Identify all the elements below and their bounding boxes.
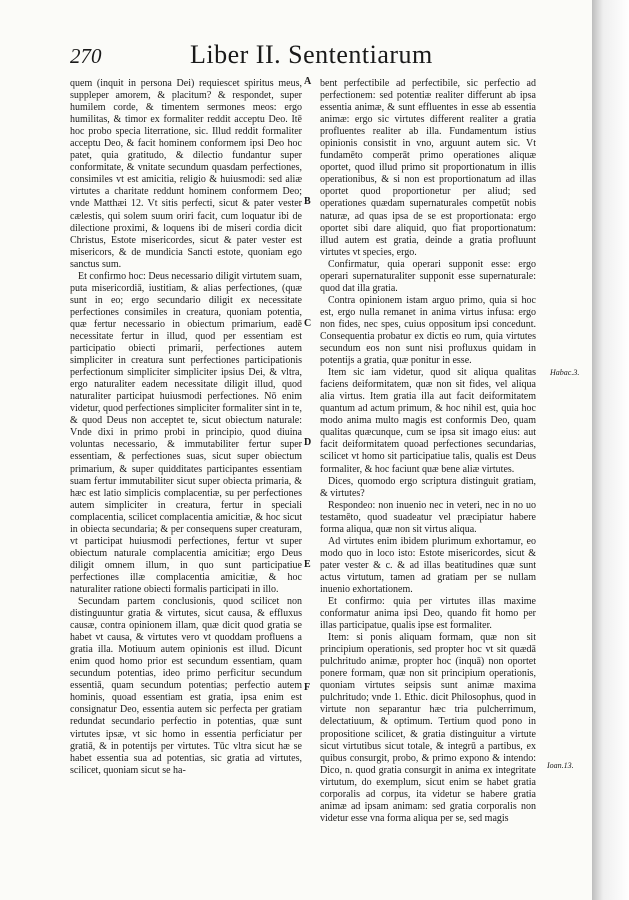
paragraph: Confirmatur, quia operari supponit esse: ergo operari supernaturaliter supponit esse supernaturale: quod dat illa gratia.	[320, 258, 536, 294]
page-number: 270	[70, 44, 102, 68]
running-title: Liber II. Sententiarum	[190, 40, 433, 69]
section-letters	[304, 0, 318, 900]
section-letter-d: D	[304, 437, 312, 448]
right-column	[320, 78, 536, 825]
adjacent-page-edge	[592, 0, 629, 900]
paragraph: Et confirmo hoc: Deus necessario diligit virtutem suam, puta misericordiā, iustitiam, & alias perfectiones, (quæ sunt in eo; ergo secundario diligit ex necessitate perfectiones consimiles in creatura, quoniam potentia, quæ fertur necessario in obiectum primarium, eadē necessitate fertur in illud, quod per essentiam est participatio obiecti primarii, perfectiones autem simpliciter in creatura sunt perfectiones participationis perfectionum simpliciter simpliciter ipsius Dei, & vltra, ergo naturaliter eadem necessitate diligit illud, quod naturaliter participat huiusmodi perfectiones. Nō enim videtur, quod perfectiones simpliciter formaliter sint in te, & quod Deus non acceptet te, sicut obiectum naturale: Vnde dixi in primo probi in principio, quod diuina voluntas necessario, & immutabiliter fertur super essentiam, & perfectiones suas, sicut super obiectum primarium, & super quidditates participantes essentiam suam fertur immutabiliter sicut super obiecta primaria, & hæc est latio simplicis complacentiæ, su per perfectiones autem simpliciter in creatura, fertur in speciali complacentia, scilicet complacentia amicitiæ, & hoc sicut in obiecta secundaria; & per consequens super creaturam, vt participat huiusmodi perfectiones, fertur vt super obiectum naturale complacentia amicitiæ; ergo Deus diligit omnem illum, in quo sunt participatiue perfectiones illæ complacentia amicitiæ, & hoc naturaliter ratione obiecti formalis participati in illo.	[70, 270, 302, 595]
section-letter-a: A	[304, 76, 312, 87]
paragraph: bent perfectibile ad perfectibile, sic perfectio ad perfectionem: sed potentiæ realiter differunt ab ipsa essentia animæ, & sunt effluentes in esse ab essentia animæ: ergo sic virtutes different realiter a gratia profluentes realiter ab illa. Fundamentum istius opinionis consistit in vno, arguunt autem sic. Vt fundamēto comperāt primo operationes aliquæ oportet, quod illud primo sit proportionatum in illis operationibus, & si non est proportionatum ad illas oportet quod proportionetur per aliud; sed operationes quædam supernaturales competūt nobis naturæ, ad quas ipsa de se est proportionata: ergo oportet sibi dare aliquid, quo fiat proportionatum: illud autem est gratia, deinde a gratia profluunt virtutes vt species, ergo.	[320, 78, 536, 258]
paragraph: Item: si ponis aliquam formam, quæ non sit principium operationis, sed propter hoc vt sit quædā pulchritudo animæ, propter hoc (inquā) non oportet ponere formam, quæ non sit principium operationis, quoniam virtutes seipsis sunt animæ maxima pulchritudo; vnde 1. Ethic. dicit Philosophus, quod in virtute non separantur hæc tria pulcherrimum, delectatiuum, & optimum. Tertium quod pono in propositione scilicet, & gratia distinguitur a virtute sicut virtutibus sicut totale, & integrū a partibus, ex quibus consurgit, probo, & primo expono & intendo: Dico, n. quod gratia consurgit in anima ex integritate virtutum, do exemplum, sicut enim se habet gratia corporalis ad corpus, ita videtur se habere gratia animæ ad ipsam animam: sed gratia corporalis non videtur esse vna forma aliqua per se, sed magis	[320, 632, 536, 824]
paragraph: quem (inquit in persona Dei) requiescet spiritus meus, suppleper amorem, & placitum? & respondet, super humilem corde, & timentem sermones meos: ergo humilitas, & timor ex formaliter reddit acceptu Deo. Itē hoc probo specia literratione, sic. Illud reddit formaliter acceptu Deo, & facit hominem conformem ipsi Deo hoc patet, quia gratitudo, & dilectio fundantur super conformitate, & vnitate secundum quasdam perfectiones, consimiles vt est amicitia, religio & huiusmodi: sed aliæ virtutes a charitate reddunt hominem conformem Deo; vnde Matthæi 12. Vt sitis perfecti, sicut & pater vester cælestis, qui solem suum oriri facit, cum loquatur ibi de dilectione proximi, & loquens ibi de miseri cordia dicit Christus, Estote misericordes, sicut & pater vester est misericors, & de mundicia Sancti estote, quoniam ego sanctus sum.	[70, 78, 302, 270]
paragraph: Contra opinionem istam arguo primo, quia si hoc est, ergo nulla remanet in anima virtus infusa: ergo non fides, nec spes, cuius oppositum ipsi concedunt. Consequentia probatur ex dictis eo rum, quia virtutes secundum eos non sunt nisi profluxus quidam in potentijs a gratia, quæ ponitur in esse.	[320, 294, 536, 367]
paragraph: Et confirmo: quia per virtutes illas maxime conformatur anima ipsi Deo, quando fit homo per illas participatue, qualis ipse est formaliter.	[320, 596, 536, 632]
section-letter-e: E	[304, 559, 311, 570]
margin-note-habac: Habac.3.	[550, 368, 580, 377]
left-column	[70, 78, 302, 777]
section-letter-f: F	[304, 682, 311, 693]
paragraph: Item sic iam videtur, quod sit aliqua qualitas faciens deiformitatem, quæ non sit fides, vel aliqua alia virtus. Item gratia illa aut facit deiformitatem quantum ad actum primum, & hoc nihil est, quia hoc modo anima multo magis est conformis Deo, quam qualitas quæcunque, cum se ipsa sit imago eius: aut facit deiformitatem quoad perfectiones secundarias, scilicet vt homo sit participatiue talis, qualis est Deus formaliter, & hoc faciunt quæ bene aliæ virtutes.	[320, 367, 536, 475]
paragraph: Secundam partem conclusionis, quod scilicet non distinguuntur gratia & virtutes, sicut causa, & effluxus causæ, contra opinionem illam, quæ dicit quod gratia se habet vt causa, & virtutes vero vt quoddam profluens a gratia illa. Motiuum autem opinionis est illud. Dicunt enim quod homo prior est secundum essentiam, quam secundum potentias, ideo primo perficitur secundum essentiā, quam secundum potentias; perfectio autem hominis, quoad essentiam est gratia, ipsa enim est consignatur Deo, essentia autem sic perfecta per gratiam redundat secundario perfectio in potentias, quæ sunt virtutes ipsæ, vt sic homo in essentia perficiatur per gratiā, & in potentijs per virtutes. Tūc vltra sicut hæ se habet essentia sua ad potentias, sic gratia ad virtutes, scilicet, quoniam sicut se ha-	[70, 596, 302, 776]
page-header	[70, 40, 570, 74]
section-letter-c: C	[304, 318, 312, 329]
section-letter-b: B	[304, 196, 311, 207]
paragraph: Respondeo: non inuenio nec in veteri, nec in no uo testamēto, quod suadeatur vel præcipiatur habere forma aliqua, quæ non sit virtus aliqua.	[320, 499, 536, 535]
margin-note-ioan: Ioan.13.	[547, 761, 574, 770]
paragraph: Ad virtutes enim ibidem plurimum exhortamur, eo modo quo in loco isto: Estote misericordes, sicut & pater vester & c. & ad illas beatitudines quæ sunt actus virtutum, tamen ad gratiam per se nullam inuenio exhortationem.	[320, 535, 536, 595]
paragraph: Dices, quomodo ergo scriptura distinguit gratiam, & virtutes?	[320, 475, 536, 499]
